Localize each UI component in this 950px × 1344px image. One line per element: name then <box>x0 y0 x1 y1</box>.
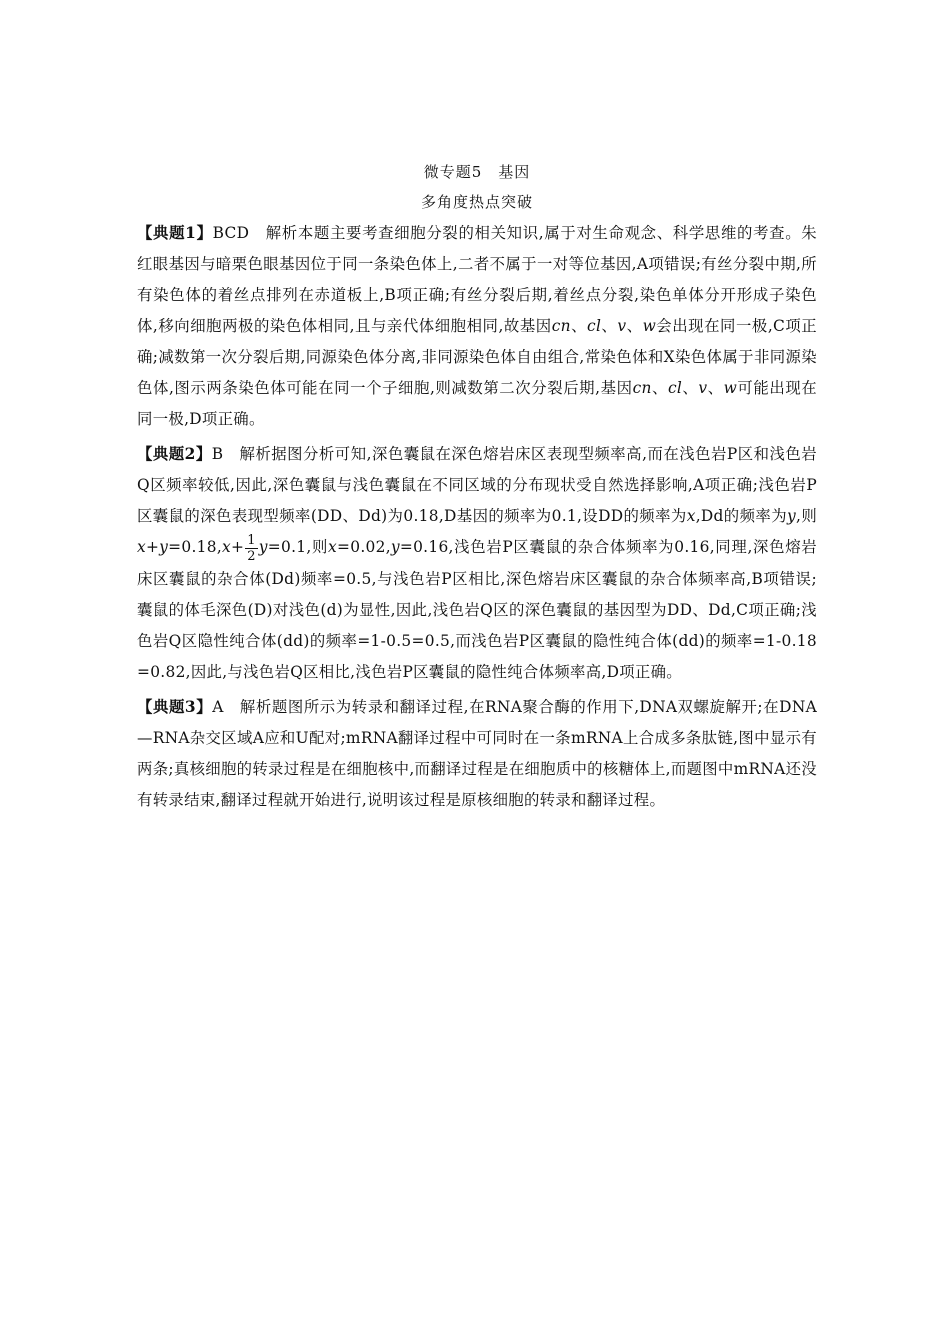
question-2-answer: B <box>211 445 224 463</box>
question-3-tag: 【典题3】 <box>137 697 213 716</box>
document-content <box>137 158 817 820</box>
fraction-numerator: 1 <box>247 532 256 548</box>
gene-cn: cn <box>551 317 571 335</box>
question-2-tag: 【典题2】 <box>137 445 212 463</box>
separator: 、 <box>682 379 699 397</box>
var-x: x <box>328 538 338 556</box>
gene-w: w <box>642 317 657 335</box>
var-x: x <box>222 538 232 556</box>
var-x: x <box>686 507 696 525</box>
question-2-text-6: =0.1,则 <box>267 538 329 556</box>
fraction-denominator: 2 <box>247 548 256 564</box>
question-2-text-4: =0.18, <box>168 538 223 556</box>
page-title: 微专题5 基因 <box>423 163 531 181</box>
gene-cn: cn <box>632 379 652 397</box>
separator: 、 <box>651 379 668 397</box>
gene-v: v <box>698 379 708 397</box>
var-y: y <box>258 538 268 556</box>
var-y: y <box>787 507 797 525</box>
plus-sign: + <box>231 538 245 556</box>
separator: 、 <box>626 317 643 335</box>
gene-cl: cl <box>667 379 683 397</box>
question-3-answer: A <box>212 697 224 716</box>
question-1-text-1: 解析本题主要考查细胞分裂的相关知识,属于对生命观念、科学思维的考查。朱红眼基因与暗栗色眼基因位于同一条染色体上,二者不属于一对等位基因,A项错误;有丝分裂中期,所有染色体的着丝点排列在赤道板上,B项正确;有丝分裂后期,着丝点分裂,染色单体分开形成子染色体,移向细胞两极的染色体相同,且与亲代体细胞相同,故基因 <box>137 224 817 335</box>
question-2-text-3: ,则 <box>796 507 818 525</box>
question-1-answer: BCD <box>212 224 250 242</box>
question-1-text-3: 可能出现在同一极,D项正确。 <box>137 379 817 428</box>
var-y: y <box>390 538 400 556</box>
separator: 、 <box>601 317 618 335</box>
question-2-text-2: ,Dd的频率为 <box>695 507 788 525</box>
gene-cl: cl <box>587 317 602 335</box>
question-3-text-1: 解析题图所示为转录和翻译过程,在RNA聚合酶的作用下,DNA双螺旋解开;在DNA—RNA杂交区域A应和U配对;mRNA翻译过程中可同时在一条mRNA上合成多条肽链,图中显示有两条;真核细胞的转录过程是在细胞核中,而翻译过程是在细胞质中的核糖体上,而题图中mRNA还没有转录结束,翻译过程就开始进行,说明该过程是原核细胞的转录和翻译过程。 <box>137 697 818 809</box>
gene-v: v <box>617 317 627 335</box>
question-1-tag: 【典题1】 <box>137 224 213 242</box>
question-1-explanation <box>137 218 817 435</box>
separator: 、 <box>707 379 724 397</box>
question-1-text-2: 会出现在同一极,C项正确;减数第一次分裂后期,同源染色体分离,非同源染色体自由组合,常染色体和X染色体属于非同源染色体,图示两条染色体可能在同一个子细胞,则减数第二次分裂后期,基因 <box>137 317 817 397</box>
question-2-text-7: =0.02, <box>337 538 391 556</box>
question-2-explanation <box>137 439 817 688</box>
expr-x-plus-y: x+y <box>137 538 169 556</box>
question-3-explanation <box>137 692 817 816</box>
page-subtitle: 多角度热点突破 <box>420 193 533 211</box>
gene-w: w <box>723 379 738 397</box>
separator: 、 <box>570 317 588 335</box>
question-2-text-8: =0.16,浅色岩P区囊鼠的杂合体频率为0.16,同理,深色熔岩床区囊鼠的杂合体(Dd)频率=0.5,与浅色岩P区相比,深色熔岩床区囊鼠的杂合体频率高,B项错误;囊鼠的体毛深色(D)对浅色(d)为显性,因此,浅色岩Q区的深色囊鼠的基因型为DD、Dd,C项正确;浅色岩Q区隐性纯合体(dd)的频率=1-0.5=0.5,而浅色岩P区囊鼠的隐性纯合体(dd)的频率=1-0.18=0.82,因此,与浅色岩Q区相比,浅色岩P区囊鼠的隐性纯合体频率高,D项正确。 <box>137 538 817 681</box>
question-2-text-1: 解析据图分析可知,深色囊鼠在深色熔岩床区表现型频率高,而在浅色岩P区和浅色岩Q区频率较低,因此,深色囊鼠与浅色囊鼠在不同区域的分布现状受自然选择影响,A项正确;浅色岩P区囊鼠的深色表现型频率(DD、Dd)为0.18,D基因的频率为0.1,设DD的频率为 <box>137 445 817 525</box>
fraction-one-half <box>245 533 258 564</box>
